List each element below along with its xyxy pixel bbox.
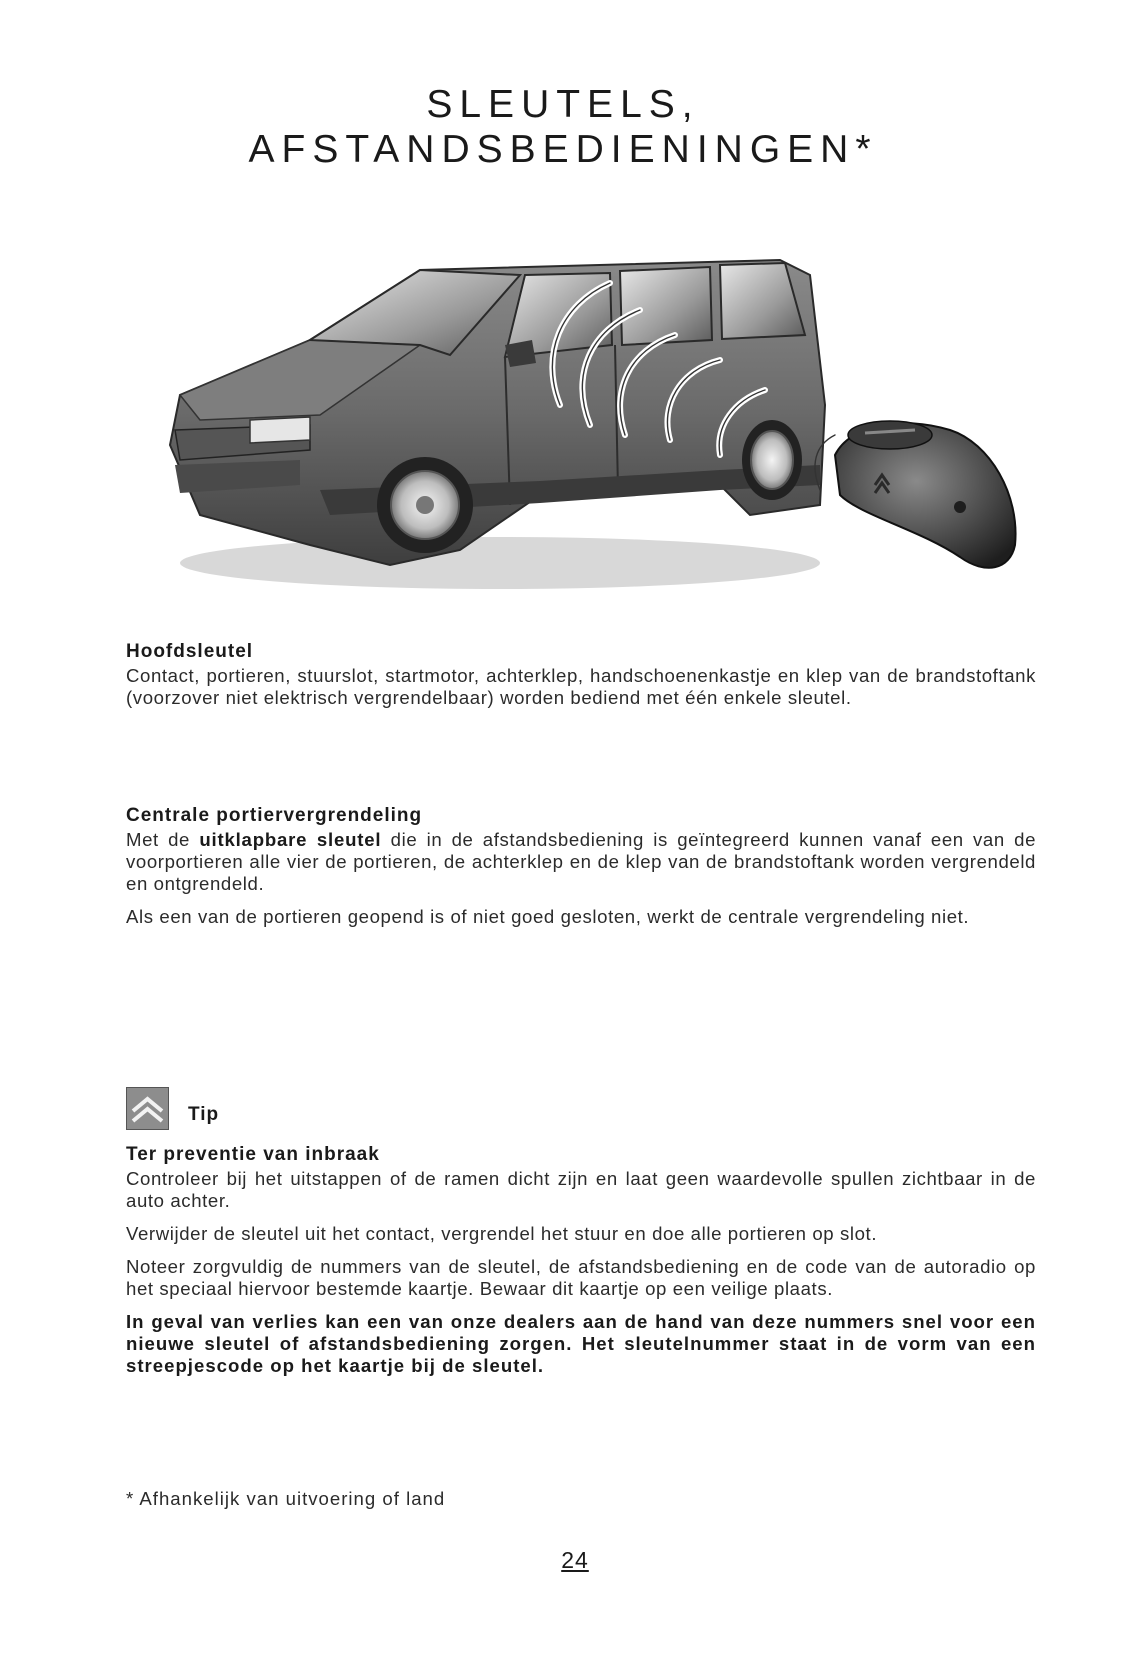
title-line-1: SLEUTELS, xyxy=(426,83,700,126)
section-tip xyxy=(126,1144,1036,1377)
heading-ter-preventie: Ter preventie van inbraak xyxy=(126,1144,380,1165)
paragraph-verlies: In geval van verlies kan een van onze dealers aan de hand van deze nummers snel voor een nieuwe sleutel of afstandsbediening zorgen. Het sleutelnummer staat in de vorm van een streepjescode op het kaartje bij de sleutel. xyxy=(126,1311,1036,1376)
paragraph-portieren-geopend: Als een van de portieren geopend is of niet goed gesloten, werkt de centrale vergrendeling niet. xyxy=(126,906,970,927)
heading-hoofdsleutel: Hoofdsleutel xyxy=(126,641,254,662)
paragraph-noteer: Noteer zorgvuldig de nummers van de sleutel, de afstandsbediening en de code van de autoradio op het speciaal hiervoor bestemde kaartje. Bewaar dit kaartje op een veilige plaats. xyxy=(126,1256,1036,1299)
paragraph-uitklapbare-sleutel xyxy=(126,829,1036,895)
car-icon xyxy=(170,260,825,565)
paragraph-controleer: Controleer bij het uitstappen of de ramen dicht zijn en laat geen waardevolle spullen zichtbaar in de auto achter. xyxy=(126,1168,1036,1211)
paragraph-verwijder: Verwijder de sleutel uit het contact, vergrendel het stuur en doe alle portieren op slot. xyxy=(126,1223,878,1244)
citroen-chevron-icon xyxy=(126,1087,169,1130)
car-remote-illustration xyxy=(160,245,1060,630)
text-rest: die in de afstandsbediening is geïntegreerd kunnen vanaf een van de voorportieren alle vier de portieren, de achterklep en de klep van de brandstoftank worden vergrendeld en ontgrendeld. xyxy=(126,829,1037,894)
ground-shadow xyxy=(180,537,820,589)
heading-centrale-portiervergrendeling: Centrale portiervergrendeling xyxy=(126,805,423,826)
text-bold: uitklapbare sleutel xyxy=(199,829,382,850)
page-title xyxy=(0,82,1126,172)
footnote: * Afhankelijk van uitvoering of land xyxy=(126,1488,446,1509)
section-centrale-vergrendeling xyxy=(126,805,1036,928)
tip-label: Tip xyxy=(188,1104,220,1125)
paragraph-hoofdsleutel: Contact, portieren, stuurslot, startmotor, achterklep, handschoenenkastje en klep van de brandstoftank (voorzover niet elektrisch vergrendelbaar) worden bediend met één enkele sleutel. xyxy=(126,665,1036,708)
title-line-2: AFSTANDSBEDIENINGEN* xyxy=(248,128,878,171)
remote-control-key-icon xyxy=(835,421,1016,568)
text-lead: Met de xyxy=(126,829,200,850)
section-hoofdsleutel xyxy=(126,641,1036,709)
page-number: 24 xyxy=(561,1547,589,1573)
